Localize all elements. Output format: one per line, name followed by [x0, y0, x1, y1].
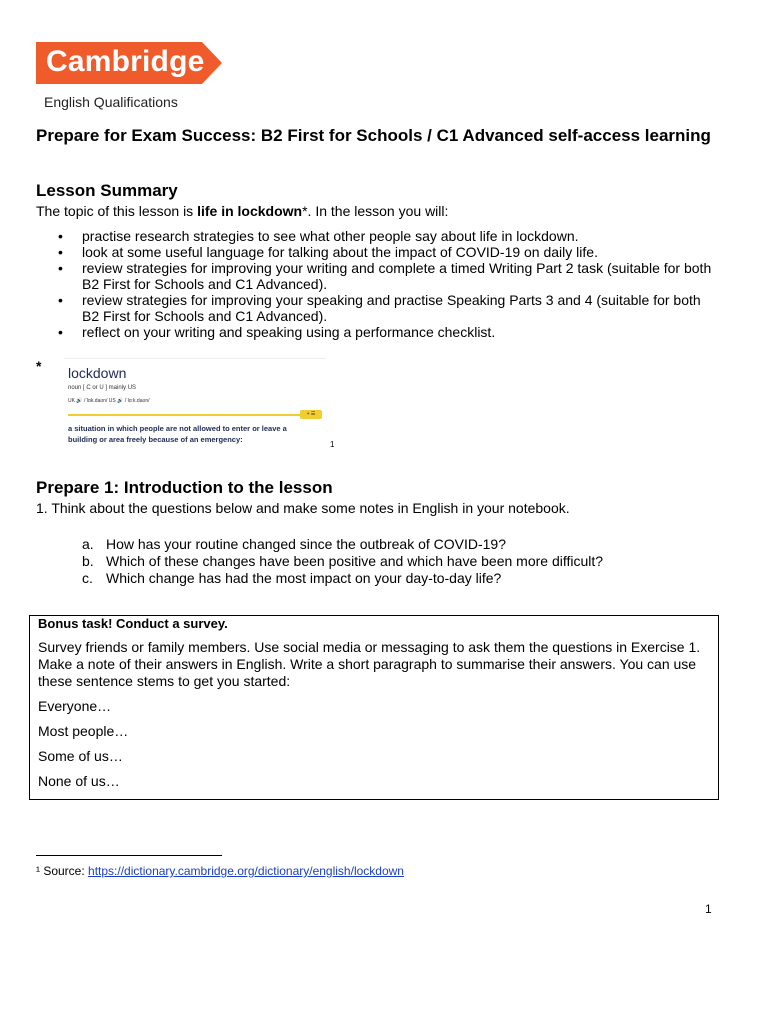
question-text: How has your routine changed since the outbreak of COVID-19? [106, 536, 507, 552]
footnote-label: ¹ Source: [36, 864, 89, 878]
dictionary-add-button: + ☰ [300, 410, 322, 419]
footnote [36, 864, 404, 878]
bonus-task-body: Survey friends or family members. Use social media or messaging to ask them the questions in Exercise 1. Make a note of their answers in English. Write a short paragraph to summarise their answers. You can use these sentence stems to get you started: [38, 639, 701, 689]
logo-name: Cambridge [46, 45, 205, 78]
list-item: • look at some useful language for talking about the impact of COVID-19 on daily life. [36, 244, 716, 260]
lesson-objectives-list [36, 228, 716, 340]
page-title: Prepare for Exam Success: B2 First for Schools / C1 Advanced self-access learning [36, 126, 711, 145]
dictionary-definition: a situation in which people are not allowed to enter or leave a building or area freely because of an emergency: [68, 424, 287, 444]
dictionary-pronunciation: UK 🔊 /ˈlɒk.daʊn/ US 🔊 /ˈlɑːk.daʊn/ [68, 398, 150, 404]
list-item: • reflect on your writing and speaking using a performance checklist. [36, 324, 716, 340]
dictionary-headword: lockdown [68, 365, 127, 381]
question-list [78, 536, 603, 587]
prepare1-heading: Prepare 1: Introduction to the lesson [36, 478, 333, 497]
bonus-task-box [29, 615, 719, 800]
footnote-source-link[interactable]: https://dictionary.cambridge.org/dictionary/english/lockdown [88, 864, 404, 878]
lesson-summary-heading: Lesson Summary [36, 181, 178, 200]
dictionary-part-of-speech: noun [ C or U ] mainly US [68, 385, 137, 391]
footnote-divider [36, 855, 222, 856]
intro-star: * [302, 203, 308, 219]
page-number: 1 [705, 902, 712, 916]
logo-subtitle: English Qualifications [44, 94, 178, 110]
logo-flag [36, 42, 222, 84]
question-text: Which change has had the most impact on your day-to-day life? [106, 570, 502, 586]
list-item [78, 553, 603, 570]
bonus-task-title: Bonus task! Conduct a survey. [38, 616, 228, 631]
dictionary-divider [68, 414, 300, 416]
question-letter: a. [82, 536, 94, 552]
question-text: Which of these changes have been positive and which have been more difficult? [106, 553, 604, 569]
list-item: • practise research strategies to see what other people say about life in lockdown. [36, 228, 716, 244]
definition-star: * [36, 358, 42, 374]
cambridge-logo [36, 42, 222, 110]
prepare1-instruction: 1. Think about the questions below and make some notes in English in your notebook. [36, 500, 570, 516]
lesson-summary-intro [36, 203, 448, 220]
list-item [78, 536, 603, 553]
list-item: • review strategies for improving your writing and complete a timed Writing Part 2 task (suitable for both B2 First for Schools and C1 Advanced). [36, 260, 716, 292]
intro-suffix: . In the lesson you will: [307, 203, 449, 219]
question-letter: b. [82, 553, 94, 569]
list-item [78, 570, 603, 587]
sentence-stem: Most people… [38, 723, 129, 739]
list-item: • review strategies for improving your speaking and practise Speaking Parts 3 and 4 (suitable for both B2 First for Schools and C1 Advanced). [36, 292, 716, 324]
sentence-stem: None of us… [38, 773, 120, 789]
dictionary-excerpt [64, 358, 326, 449]
sentence-stem: Some of us… [38, 748, 123, 764]
footnote-reference: 1 [330, 440, 335, 449]
intro-prefix: The topic of this lesson is [36, 203, 198, 219]
sentence-stem: Everyone… [38, 698, 112, 714]
intro-topic: life in lockdown [197, 203, 303, 219]
question-letter: c. [82, 570, 93, 586]
